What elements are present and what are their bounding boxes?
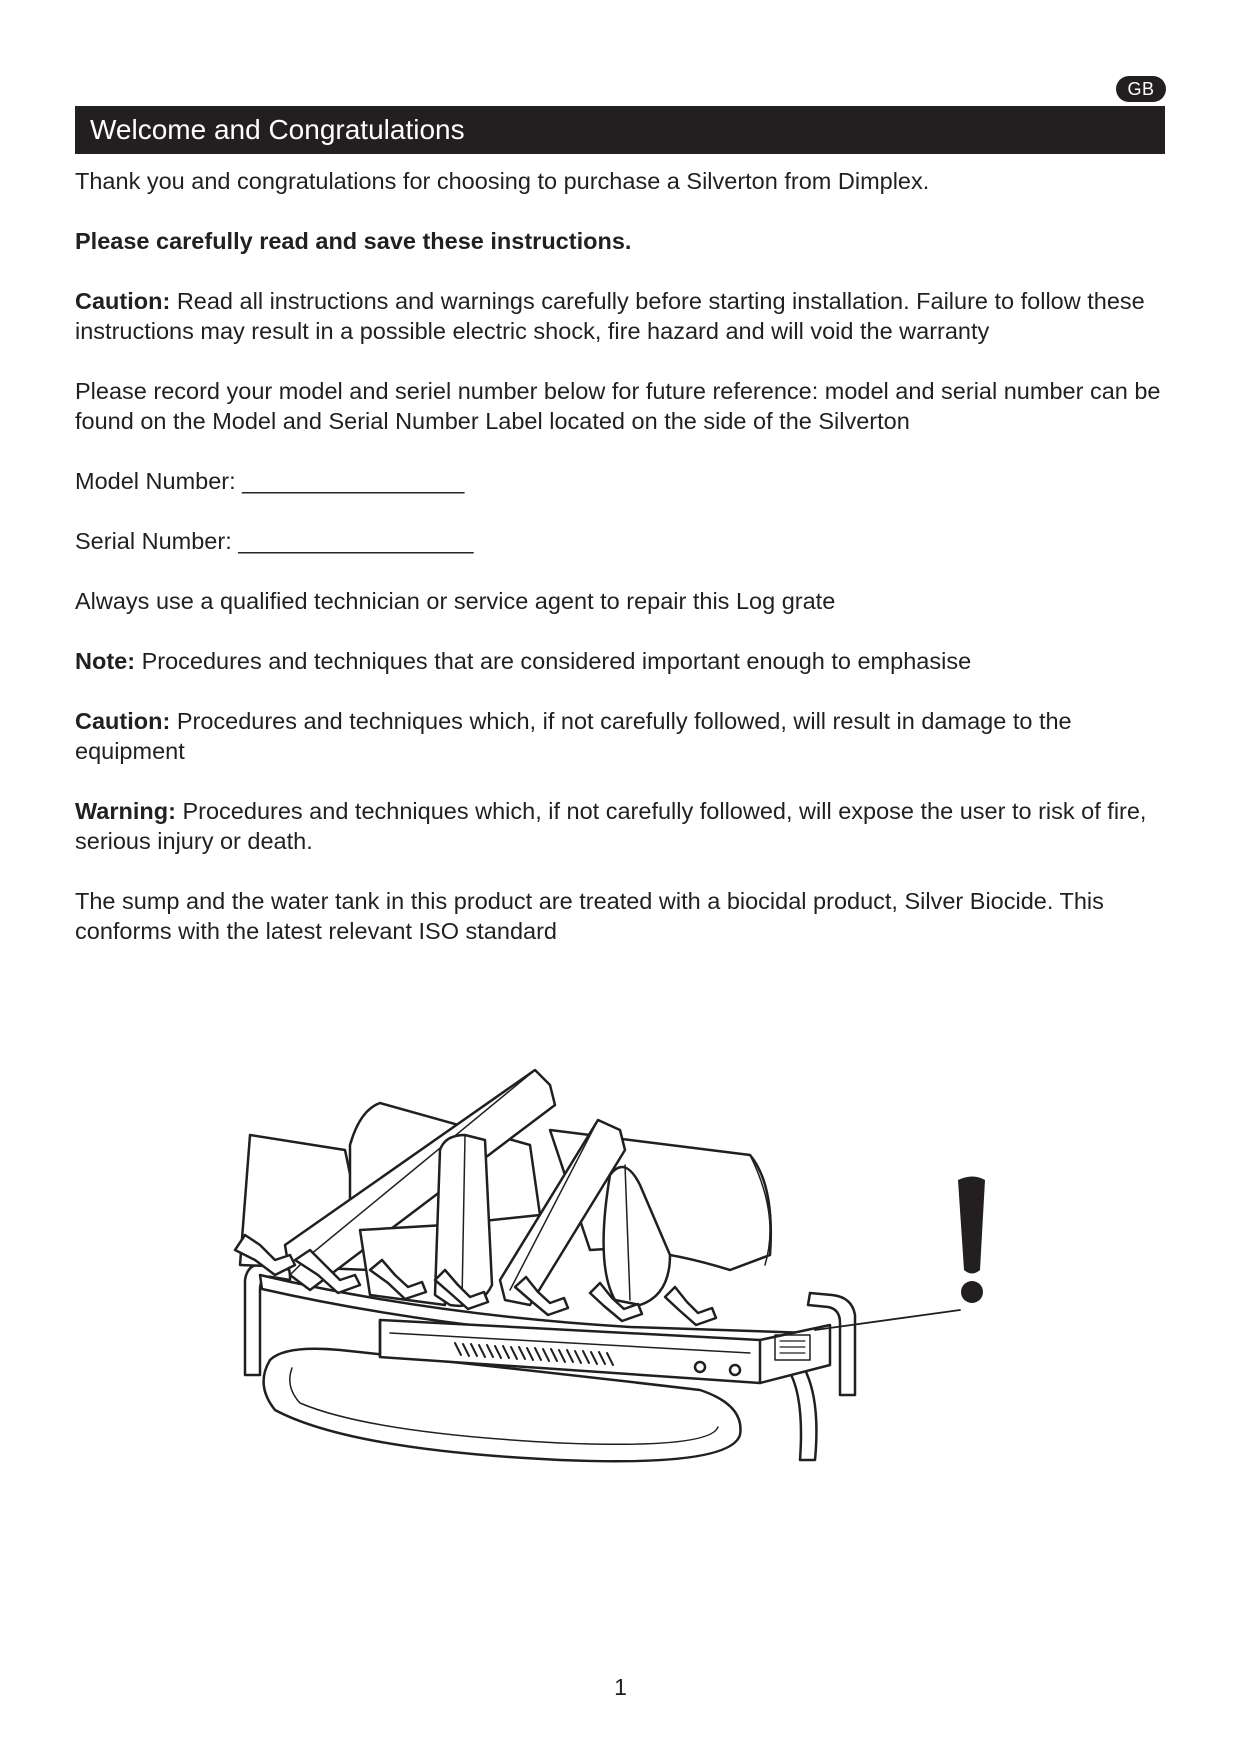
- caution-install-paragraph: [75, 286, 1170, 346]
- biocide-paragraph: The sump and the water tank in this product are treated with a biocidal product, Silver Biocide. This conforms with the latest relevant ISO standard: [75, 888, 1104, 944]
- note-paragraph: [75, 646, 1170, 676]
- save-instructions-text: Please carefully read and save these instructions.: [75, 228, 632, 254]
- note-text: Procedures and techniques that are considered important enough to emphasise: [135, 648, 972, 674]
- caution-install-label: Caution:: [75, 288, 171, 314]
- language-badge: GB: [1116, 76, 1166, 102]
- warning-paragraph: [75, 796, 1170, 856]
- model-number-field: Model Number: _________________: [75, 468, 465, 494]
- note-label: Note:: [75, 648, 136, 674]
- caution-equipment-paragraph: [75, 706, 1170, 766]
- save-instructions-paragraph: [75, 226, 1170, 256]
- caution-equipment-label: Caution:: [75, 708, 171, 734]
- log-grate-illustration: [230, 1065, 1020, 1485]
- record-numbers-paragraph: Please record your model and seriel number below for future reference: model and serial number can be found on the Model and Serial Number Label located on the side of the Silverton: [75, 378, 1161, 434]
- caution-equipment-text: Procedures and techniques which, if not carefully followed, will result in damage to the equipment: [75, 708, 1072, 764]
- technician-paragraph: Always use a qualified technician or service agent to repair this Log grate: [75, 588, 836, 614]
- warning-label: Warning:: [75, 798, 176, 824]
- document-body: [75, 166, 1170, 976]
- serial-number-field: Serial Number: __________________: [75, 528, 474, 554]
- intro-paragraph: Thank you and congratulations for choosing to purchase a Silverton from Dimplex.: [75, 168, 930, 194]
- page-number: 1: [614, 1674, 627, 1700]
- warning-text: Procedures and techniques which, if not carefully followed, will expose the user to risk of fire, serious injury or death.: [75, 798, 1147, 854]
- section-title: Welcome and Congratulations: [75, 106, 1165, 154]
- caution-install-text: Read all instructions and warnings carefully before starting installation. Failure to follow these instructions may result in a possible electric shock, fire hazard and will void the warranty: [75, 288, 1145, 344]
- exclamation-icon: [958, 1177, 985, 1304]
